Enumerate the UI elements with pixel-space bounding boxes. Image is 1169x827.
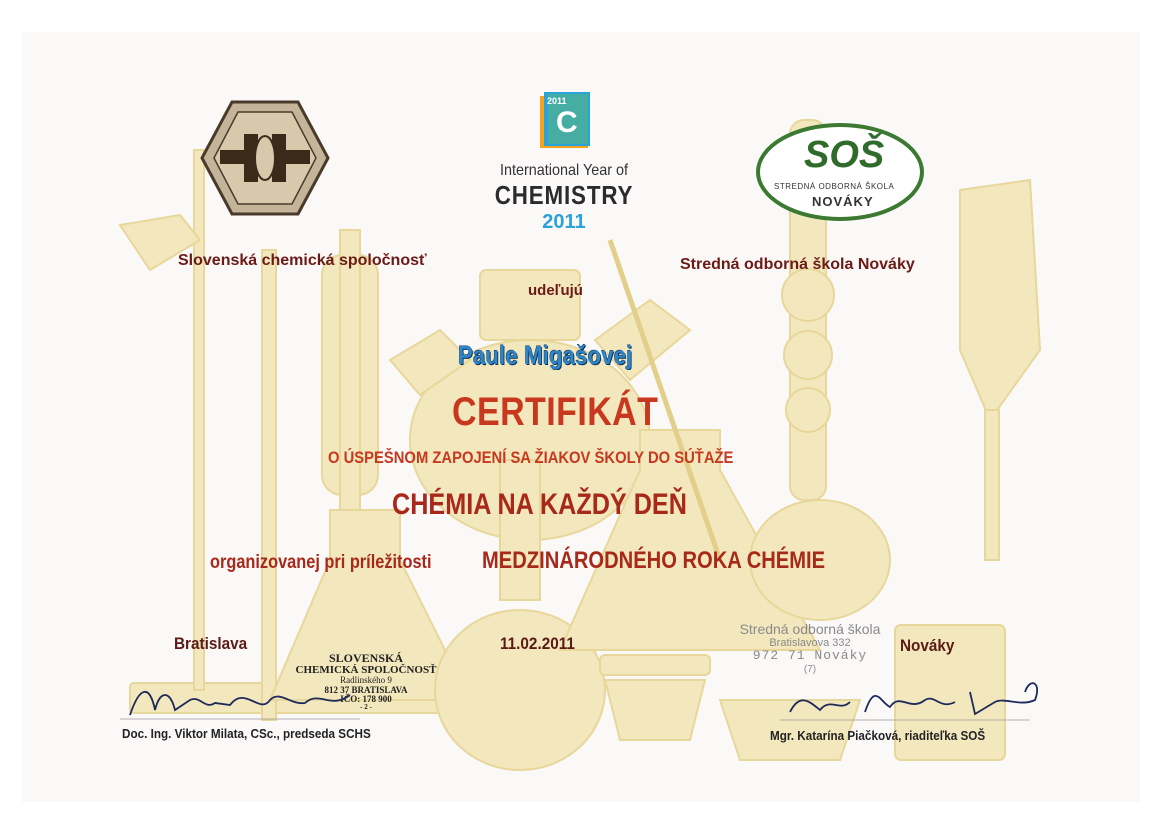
- place-right: Nováky: [900, 636, 955, 655]
- stamp-right-line-1: Stredná odborná škola: [739, 621, 881, 637]
- contest-name: CHÉMIA NA KAŽDÝ DEŇ: [392, 488, 687, 521]
- iyc-wordmark: [464, 162, 664, 234]
- sos-town: NOVÁKY: [812, 194, 874, 209]
- stamp-left-line-2: CHEMICKÁ SPOLOČNOSŤ: [295, 663, 437, 676]
- stamp-left-line-6: - 2 -: [360, 703, 372, 712]
- sos-school: STREDNÁ ODBORNÁ ŠKOLA: [774, 182, 895, 191]
- recipient-name: Paule Migašovej: [458, 340, 633, 370]
- occasion-lead: organizovanej pri príležitosti: [210, 552, 432, 573]
- iyc-line-3: 2011: [542, 211, 586, 233]
- stamp-right: [720, 622, 900, 675]
- stamp-right-line-4: (7): [803, 663, 817, 675]
- signatory-right: Mgr. Katarína Piačková, riaditeľka SOŠ: [770, 728, 986, 743]
- date: 11.02.2011: [500, 634, 575, 653]
- iyc-line-2: CHEMISTRY: [494, 180, 634, 210]
- certificate-subtitle: O ÚSPEŠNOM ZAPOJENÍ SA ŽIAKOV ŠKOLY DO SÚŤAŽE: [328, 448, 734, 467]
- organizer-left: Slovenská chemická spoločnosť: [178, 252, 427, 269]
- signature-left: [120, 675, 370, 725]
- iyc-badge-letter: C: [556, 106, 578, 139]
- iyc-badge-year: 2011: [547, 96, 567, 106]
- stamp-left-line-4: 812 37 BRATISLAVA: [324, 684, 408, 695]
- occasion-main: MEDZINÁRODNÉHO ROKA CHÉMIE: [482, 547, 826, 574]
- signatory-left: Doc. Ing. Viktor Milata, CSc., predseda SCHS: [122, 726, 371, 741]
- stamp-left-line-3: Radlinského 9: [340, 675, 392, 686]
- stamp-left-line-1: SLOVENSKÁ: [328, 651, 404, 665]
- stamp-right-line-3: 972 71 Nováky: [752, 648, 868, 664]
- place-left: Bratislava: [174, 634, 248, 653]
- iyc-badge: [538, 90, 594, 152]
- sos-brand: SOŠ: [804, 134, 885, 176]
- iyc-line-1: International Year of: [499, 162, 629, 179]
- stamp-right-line-2: Bratislavova 332: [769, 637, 851, 650]
- signature-right: [780, 672, 1050, 724]
- certificate-title: CERTIFIKÁT: [452, 390, 659, 434]
- sos-logo: [756, 122, 924, 222]
- schs-seal-logo: [200, 98, 330, 218]
- stamp-left-line-5: IČO: 178 900: [340, 694, 392, 705]
- award-verb: udeľujú: [528, 282, 583, 299]
- organizer-right: Stredná odborná škola Nováky: [680, 256, 915, 273]
